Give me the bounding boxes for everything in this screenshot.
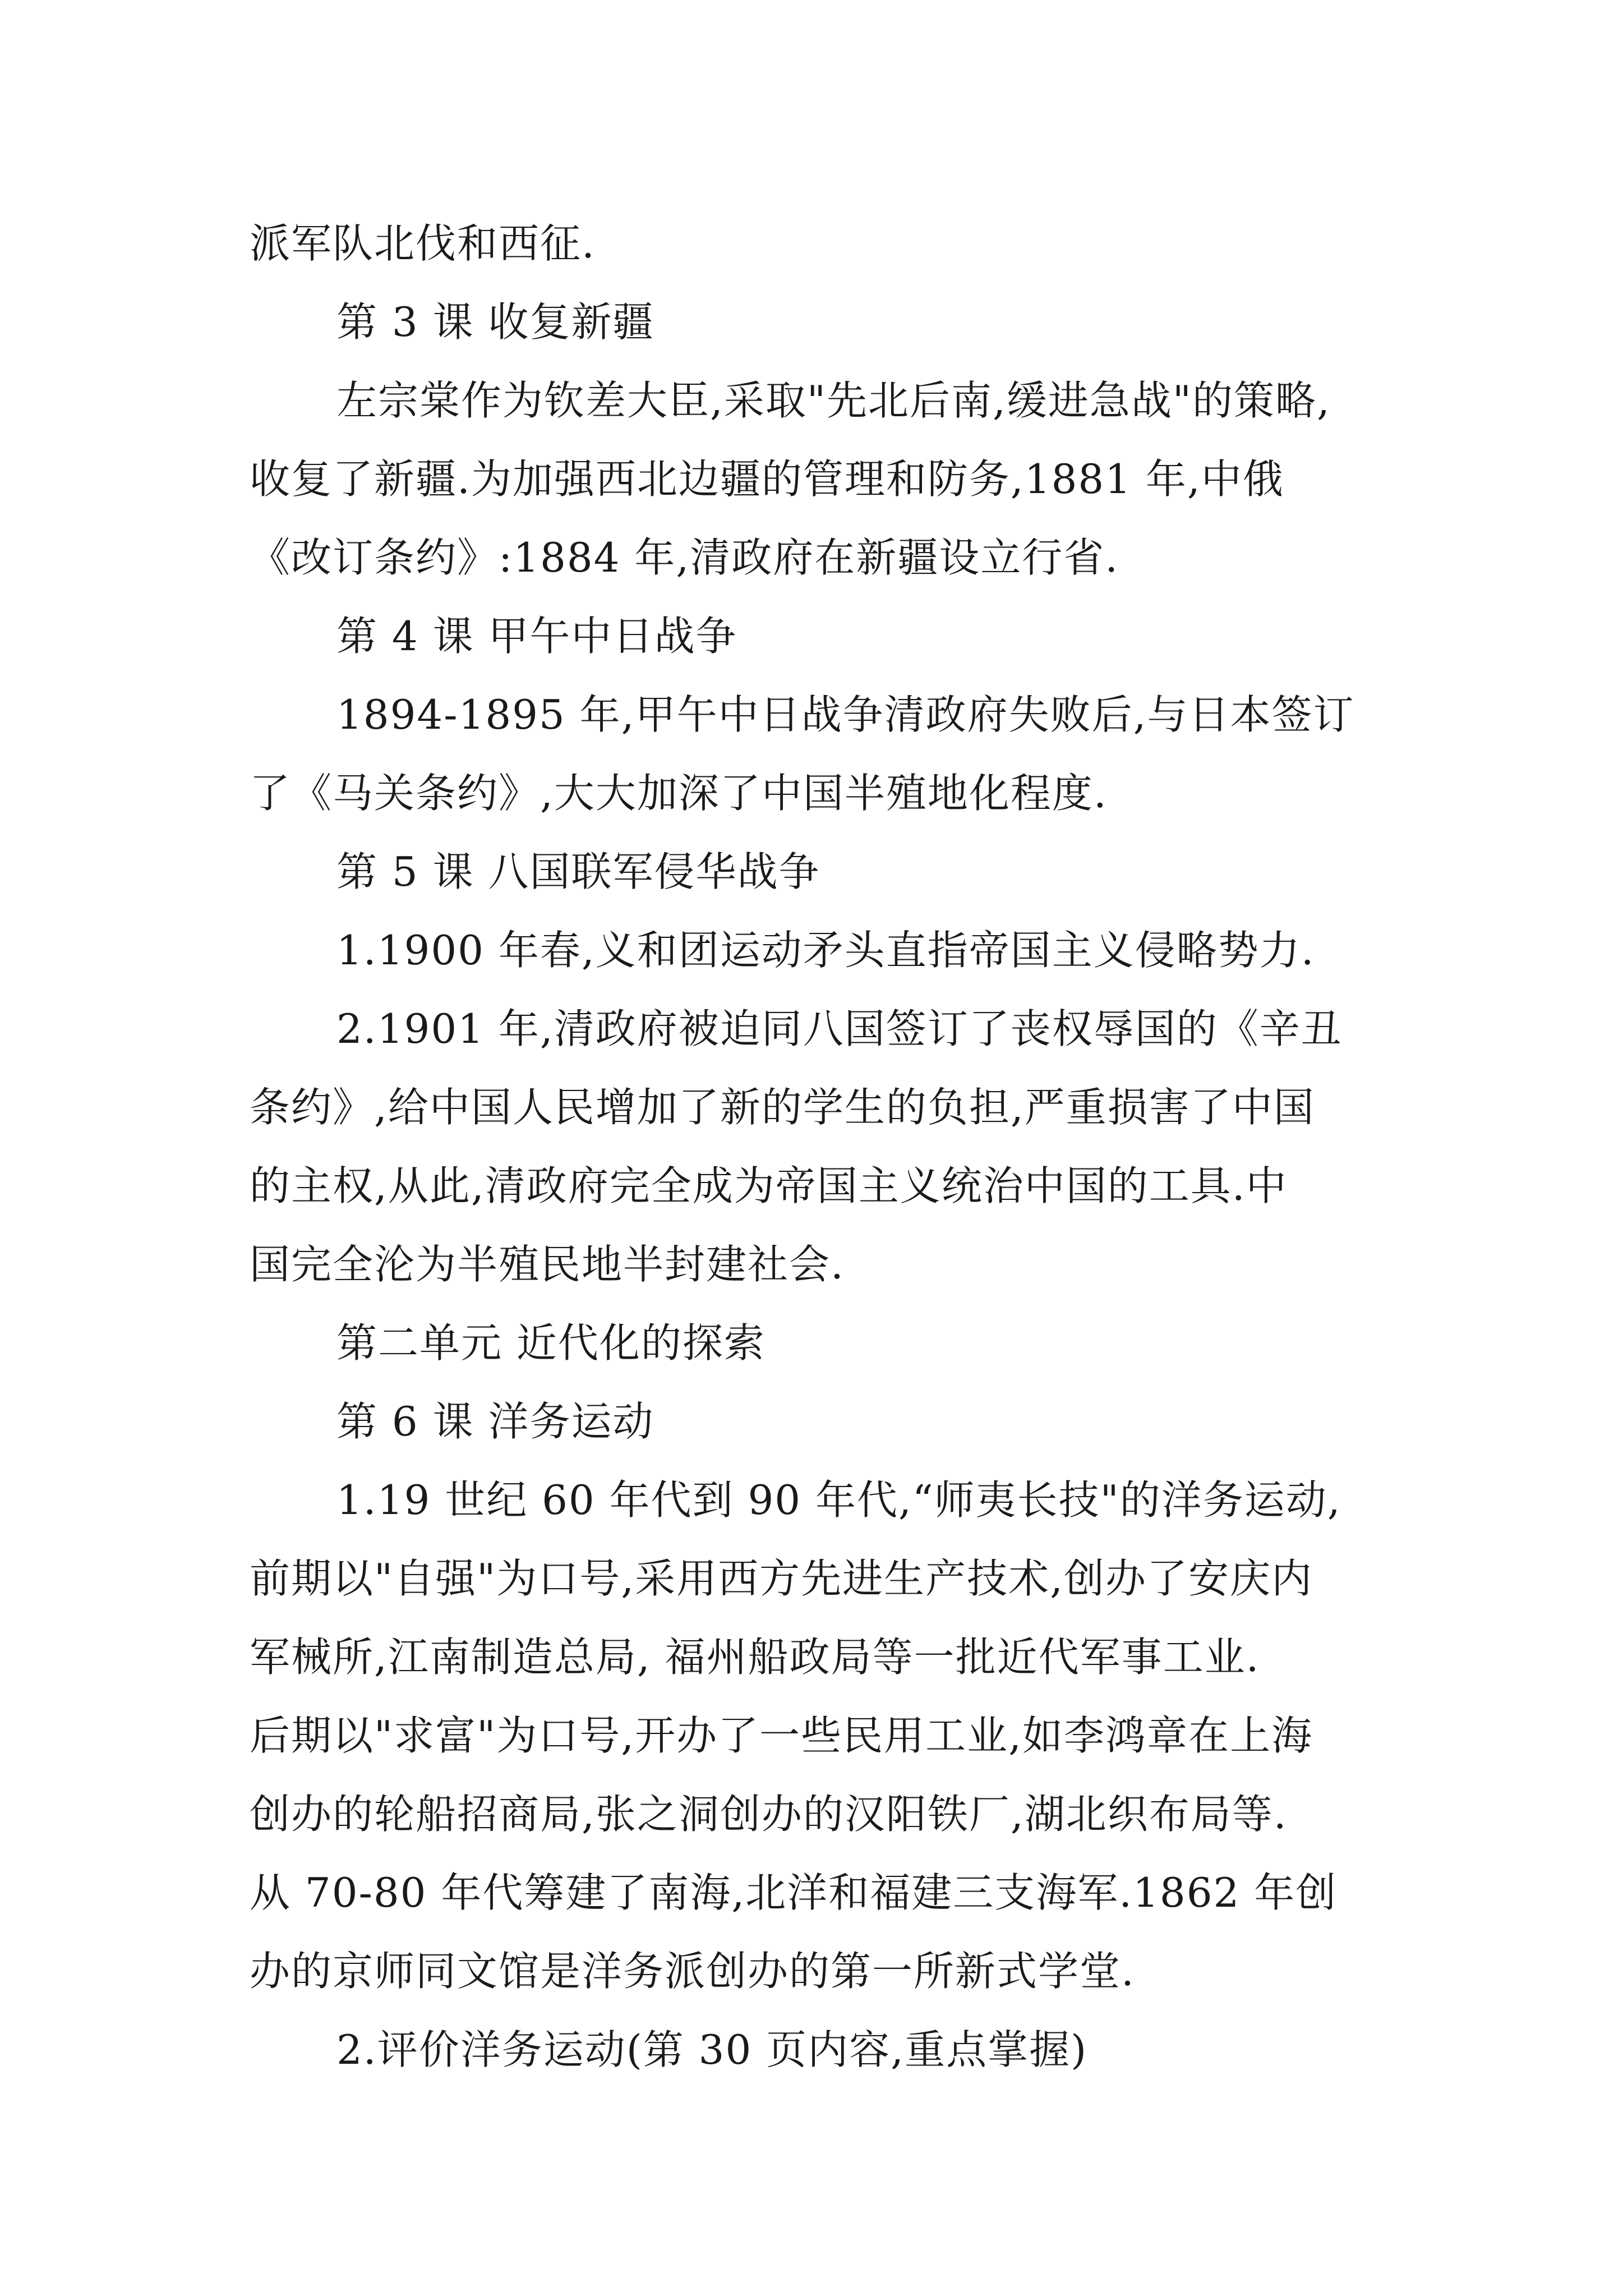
text-line: 1894-1895 年,甲午中日战争清政府失败后,与日本签订 [336, 691, 1355, 738]
text-line: 左宗棠作为钦差大臣,采取"先北后南,缓进急战"的策略, [336, 377, 1331, 424]
text-line: 的主权,从此,清政府完全成为帝国主义统治中国的工具.中 [250, 1162, 1288, 1209]
text-line: 从 70-80 年代筹建了南海,北洋和福建三支海军.1862 年创 [250, 1869, 1338, 1916]
text-line: 1.1900 年春,义和团运动矛头直指帝国主义侵略势力. [336, 927, 1315, 974]
lesson-heading: 第 3 课 收复新疆 [336, 298, 654, 346]
text-line: 国完全沦为半殖民地半封建社会. [250, 1241, 845, 1288]
text-line: 收复了新疆.为加强西北边疆的管理和防务,1881 年,中俄 [250, 455, 1284, 503]
lesson-heading: 第 5 课 八国联军侵华战争 [336, 848, 820, 895]
text-line: 后期以"求富"为口号,开办了一些民用工业,如李鸿章在上海 [250, 1712, 1313, 1759]
text-line: 2.评价洋务运动(第 30 页内容,重点掌握) [336, 2026, 1088, 2073]
text-line: 1.19 世纪 60 年代到 90 年代,“师夷长技"的洋务运动, [336, 1476, 1341, 1524]
text-line: 了《马关条约》,大大加深了中国半殖地化程度. [250, 770, 1108, 817]
text-line: 2.1901 年,清政府被迫同八国签订了丧权辱国的《辛丑 [336, 1005, 1343, 1052]
text-line: 办的京师同文馆是洋务派创办的第一所新式学堂. [250, 1948, 1135, 1995]
text-line: 创办的轮船招商局,张之洞创办的汉阳铁厂,湖北织布局等. [250, 1791, 1288, 1838]
text-line: 前期以"自强"为口号,采用西方先进生产技术,创办了安庆内 [250, 1555, 1313, 1602]
lesson-heading: 第 6 课 洋务运动 [336, 1398, 654, 1445]
unit-heading: 第二单元 近代化的探索 [336, 1319, 766, 1366]
text-line: 军械所,江南制造总局, 福州船政局等一批近代军事工业. [250, 1634, 1260, 1681]
text-line: 派军队北伐和西征. [250, 220, 596, 267]
text-line: 条约》,给中国人民增加了新的学生的负担,严重损害了中国 [250, 1084, 1315, 1131]
text-line: 《改订条约》:1884 年,清政府在新疆设立行省. [250, 534, 1119, 581]
lesson-heading: 第 4 课 甲午中日战争 [336, 613, 737, 660]
